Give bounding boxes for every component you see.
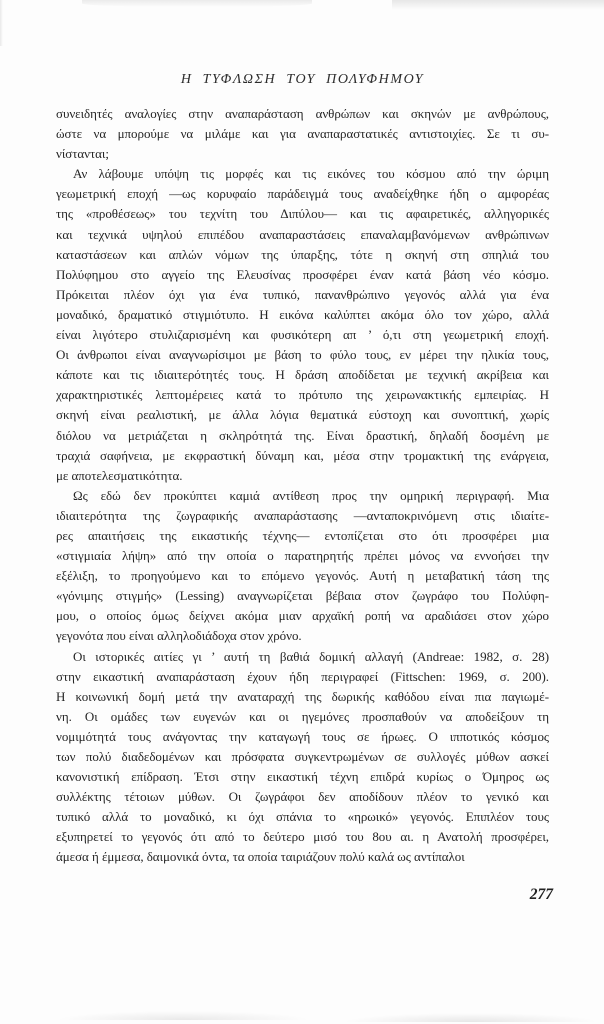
text-line: χαρακτηριστικές λεπτομέρειες κατά το πρότυπο της χειρωνακτικής εμπειρίας. Η — [56, 387, 549, 403]
scan-artifact-top-left — [82, 0, 312, 7]
text-line: Οι άνθρωποι είναι αναγνωρίσιμοι με βάση το φύλο τους, εν μέρει την ηλικία τους, — [56, 347, 549, 363]
text-line: μου, ο οποίος όμως δείχνει ακόμα μιαν αρχαϊκή ροπή να αραδιάσει στον χώρο — [56, 608, 549, 624]
text-line: νη. Οι ομάδες των ευγενών και οι ηγεμόνες προσπαθούν να αποδείξουν τη — [56, 708, 549, 724]
text-line: Αν λάβουμε υπόψη τις μορφές και τις εικόνες του κόσμου από την ώριμη — [73, 166, 549, 182]
text-line: ρες απαιτήσεις της εικαστικής τέχνης— εντοπίζεται στο ότι προσφέρει μια — [56, 527, 549, 543]
text-line: συνειδητές αναλογίες στην αναπαράσταση ανθρώπων και σκηνών με ανθρώπους, — [56, 106, 549, 121]
text-line: εξυπηρετεί το γεγονός ότι από το δεύτερο μισό του 8ου αι. η Ανατολή προσφέρει, — [56, 829, 549, 845]
text-line: στην εικαστική αναπαράσταση έχουν ήδη περιγραφεί (Fittschen: 1969, σ. 200). — [56, 668, 549, 684]
text-line: και τεχνικά υψηλού επιπέδου αναπαραστάσεις επαναλαμβανόμενων ανθρώπινων — [56, 226, 549, 242]
text-line: εξέλιξη, το προηγούμενο και το επόμενο γεγονός. Αυτή η μεταβατική τάση της — [56, 568, 549, 584]
text-line: Πρόκειται πλέον όχι για ένα τυπικό, πανανθρώπινο γεγονός αλλά για ένα — [56, 286, 549, 302]
text-line: συλλέκτης τέτοιων μύθων. Οι ζωγράφοι δεν αποδίδουν πλέον το γενικό και — [56, 789, 549, 805]
text-line: «γόνιμης στιγμής» (Lessing) αναγνωρίζεται βέβαια στον ζωγράφο του Πολύφη- — [56, 588, 549, 604]
paragraph — [56, 104, 549, 164]
text-line: μοναδικό, δραματικό στιγμιότυπο. Η εικόνα καλύπτει ακόμα όλο τον χώρο, αλλά — [56, 306, 549, 322]
text-line: με αποτελεσματικότητα. — [56, 467, 183, 483]
text-line: νίστανται; — [56, 146, 109, 162]
scan-artifact-bottom-left — [58, 1011, 308, 1020]
text-line: τραχιά σαφήνεια, με εκφραστική δύναμη και, μέσα στην τρομακτική της ενάργεια, — [56, 447, 549, 463]
text-line: της «προθέσεως» του τεχνίτη του Διπύλου— και τις αφαιρετικές, αλληγορικές — [56, 206, 549, 222]
page-number: 277 — [529, 886, 553, 903]
paragraph — [56, 486, 549, 647]
text-line: Η κοινωνική δομή μετά την αναταραχή της δωρικής καθόδου είναι πια παγιωμέ- — [56, 688, 549, 704]
scan-artifact-left-edge — [0, 0, 3, 46]
paragraph — [56, 647, 549, 868]
text-line: Οι ιστορικές αιτίες γι ’ αυτή τη βαθιά δομική αλλαγή (Andreae: 1982, σ. 28) — [73, 648, 549, 664]
text-line: διόλου να μετριάζεται η σκληρότητά της. Είναι δραστική, δηλαδή δοσμένη με — [56, 427, 549, 443]
text-line: κάποτε και τις ιδιαιτερότητές τους. Η δράση αποδίδεται με τεχνική ακρίβεια και — [56, 367, 549, 383]
text-line: ώστε να μπορούμε να μιλάμε και για αναπαραστατικές αντιστοιχίες. Σε τι συ- — [56, 126, 549, 142]
text-line: κανονιστική επίδραση. Έτσι στην εικαστική τέχνη επιδρά κυρίως ο Όμηρος ως — [56, 769, 549, 785]
text-line: καταστάσεων και απλών νόμων της ύπαρξης, τότε η σκηνή στη σπηλιά του — [56, 246, 549, 262]
text-line: είναι λιγότερο στυλιζαρισμένη και φυσικότερη απ ’ ό,τι στη γεωμετρική εποχή. — [56, 327, 549, 343]
paragraph — [56, 164, 549, 486]
running-head-title: Η ΤΥΦΛΩΣΗ ΤΟΥ ΠΟΛΥΦΗΜΟΥ — [180, 72, 425, 87]
text-line: Ως εδώ δεν προκύπτει καμιά αντίθεση προς την ομηρική περιγραφή. Μια — [73, 487, 549, 503]
scan-artifact-top-right — [392, 0, 604, 10]
text-line: άμεσα ή έμμεσα, δαιμονικά όντα, τα οποία ταιριάζουν πολύ καλά ως αντίπαλοι — [56, 849, 465, 865]
body-text-block — [56, 104, 549, 868]
text-line: ιδιαιτερότητα της ζωγραφικής αναπαράστασης —ανταποκρινόμενη στις ιδιαίτε- — [56, 507, 549, 523]
scan-artifact-bottom-right — [345, 1013, 597, 1022]
text-line: γεωμετρική εποχή —ως κορυφαίο παράδειγμά τους αναδείχθηκε ήδη ο αμφορέας — [56, 186, 549, 202]
text-line: νομιμότητά τους ανάγοντας την καταγωγή τους σε ήρωες. Ο ιπποτικός κόσμος — [56, 728, 549, 744]
text-line: τυπικό αλλά το μοναδικό, κι όχι σπάνια το «ηρωικό» γεγονός. Επιπλέον τους — [56, 809, 549, 825]
text-line: σκηνή είναι ρεαλιστική, με άλλα λόγια θεματικά εύστοχη και συνοπτική, χωρίς — [56, 407, 549, 423]
text-line: γεγονότα που είναι αλληλοδιάδοχα στον χρόνο. — [56, 628, 302, 644]
text-line: Πολύφημου στο αγγείο της Ελευσίνας προσφέρει έναν κατά βάση νέο κόσμο. — [56, 266, 549, 282]
text-line: των πολύ διαδεδομένων και πρόσφατα συγκεντρωμένων σε συλλογές μύθων ασκεί — [56, 749, 549, 764]
text-line: «στιγμιαία λήψη» από την οποία ο παρατηρητής πρέπει μόνος να εννοήσει την — [56, 548, 549, 564]
